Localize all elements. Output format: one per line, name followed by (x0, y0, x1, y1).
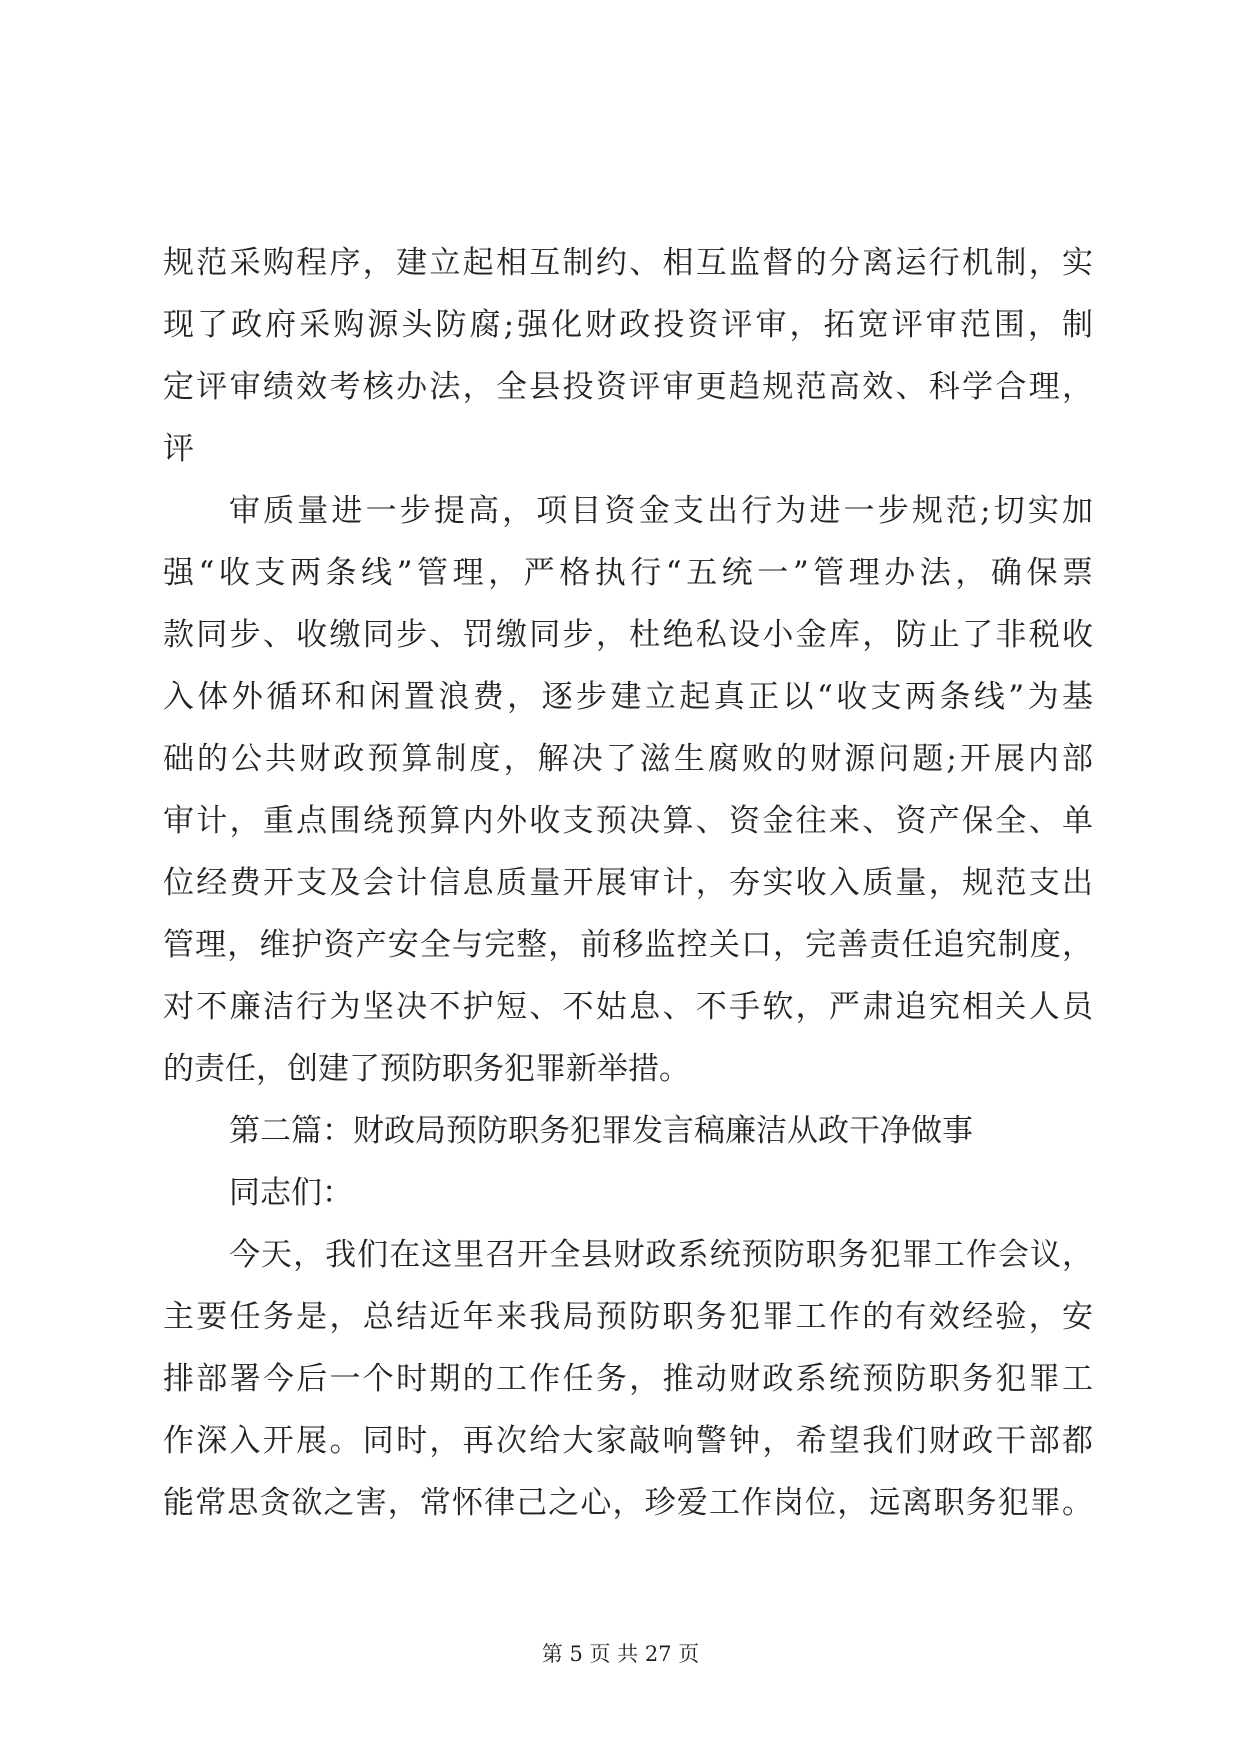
text-line: 定评审绩效考核办法，全县投资评审更趋规范高效、科学合理， (163, 369, 1093, 405)
text-line: 审质量进一步提高，项目资金支出行为进一步规范;切实加 (229, 493, 1093, 529)
text-line: 现了政府采购源头防腐;强化财政投资评审，拓宽评审范围，制 (163, 307, 1093, 343)
text-line: 作深入开展。同时，再次给大家敲响警钟，希望我们财政干部都 (163, 1423, 1093, 1459)
text-line: 对不廉洁行为坚决不护短、不姑息、不手软，严肃追究相关人员 (163, 989, 1093, 1025)
text-line: 的责任，创建了预防职务犯罪新举措。 (163, 1051, 690, 1087)
text-line: 入体外循环和闲置浪费，逐步建立起真正以“收支两条线”为基 (163, 679, 1093, 715)
text-line: 今天，我们在这里召开全县财政系统预防职务犯罪工作会议， (229, 1237, 1093, 1273)
page-number-footer: 第 5 页 共 27 页 (541, 1642, 700, 1666)
text-line: 能常思贪欲之害，常怀律己之心，珍爱工作岗位，远离职务犯罪。 (163, 1485, 1093, 1521)
text-line: 主要任务是，总结近年来我局预防职务犯罪工作的有效经验，安 (163, 1299, 1093, 1335)
text-line: 规范采购程序，建立起相互制约、相互监督的分离运行机制，实 (163, 245, 1093, 281)
text-line: 款同步、收缴同步、罚缴同步，杜绝私设小金库，防止了非税收 (163, 617, 1093, 653)
text-line: 第二篇：财政局预防职务犯罪发言稿廉洁从政干净做事 (229, 1113, 973, 1149)
text-line: 审计，重点围绕预算内外收支预决算、资金往来、资产保全、单 (163, 803, 1093, 839)
text-line: 同志们： (229, 1175, 353, 1211)
text-line: 位经费开支及会计信息质量开展审计，夯实收入质量，规范支出 (163, 865, 1093, 901)
text-line: 强“收支两条线”管理，严格执行“五统一”管理办法，确保票 (163, 555, 1093, 591)
text-line: 评 (163, 431, 194, 467)
body-text (163, 232, 1093, 1534)
text-line: 础的公共财政预算制度，解决了滋生腐败的财源问题;开展内部 (163, 741, 1093, 777)
text-line: 排部署今后一个时期的工作任务，推动财政系统预防职务犯罪工 (163, 1361, 1093, 1397)
text-line: 管理，维护资产安全与完整，前移监控关口，完善责任追究制度， (163, 927, 1093, 963)
